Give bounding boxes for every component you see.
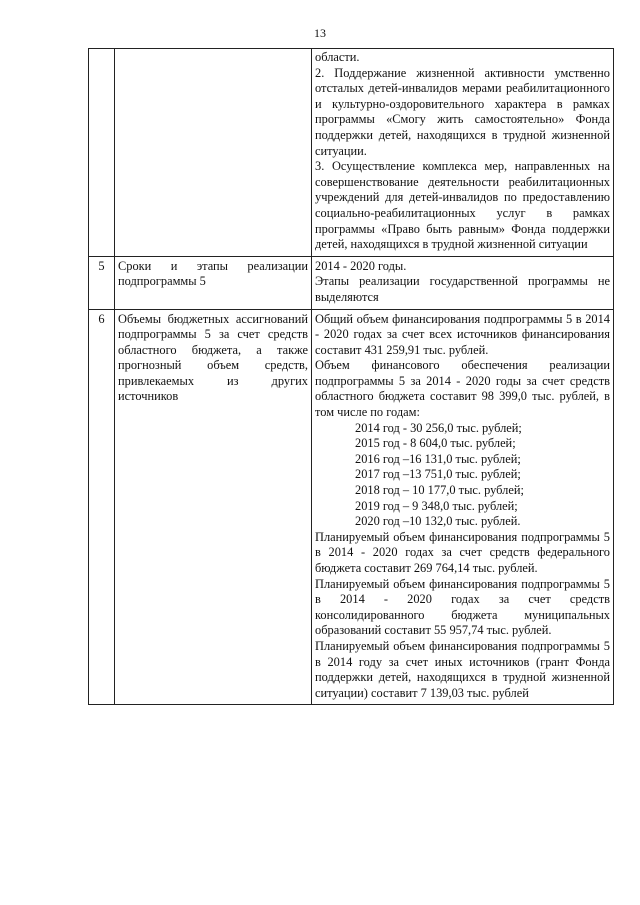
content-paragraph: Объем финансового обеспечения реализации подпрограммы 5 за 2014 - 2020 годы за счет средств областного бюджета составит 98 399,0 тыс. рублей, в том числе по годам: [315, 358, 610, 420]
content-paragraph: области. [315, 50, 360, 64]
year-line: 2020 год –10 132,0 тыс. рублей. [355, 514, 521, 529]
row-content [312, 49, 614, 257]
table-row [89, 256, 614, 309]
page-number: 13 [314, 26, 326, 40]
year-line: 2015 год - 8 604,0 тыс. рублей; [355, 436, 516, 451]
passport-table [88, 48, 614, 705]
content-paragraph: 2014 - 2020 годы. [315, 258, 407, 273]
row-number: 6 [89, 309, 115, 705]
content-paragraph: 2. Поддержание жизненной активности умственно отсталых детей-инвалидов мерами реабилитационного и культурно-оздоровительного характера в рамках программы «Смогу жить самостоятельно» Фонда поддержки детей, находящихся в трудной жизненной ситуации. [315, 65, 610, 158]
content-paragraph: Планируемый объем финансирования подпрограммы 5 в 2014 - 2020 годах за счет средств консолидированного бюджета муниципальных образований составит 55 957,74 тыс. рублей. [315, 576, 610, 638]
row-label: Объемы бюджетных ассигнований подпрограммы 5 за счет средств областного бюджета, а также прогнозный объем средств, привлекаемых из других источников [115, 309, 312, 705]
content-paragraph: Планируемый объем финансирования подпрограммы 5 в 2014 - 2020 годах за счет средств федерального бюджета составит 269 764,14 тыс. рублей. [315, 529, 610, 575]
year-line: 2018 год – 10 177,0 тыс. рублей; [355, 483, 524, 498]
row-content [312, 309, 614, 705]
table-row [89, 49, 614, 257]
year-line: 2017 год –13 751,0 тыс. рублей; [355, 467, 521, 482]
row-content [312, 256, 614, 309]
content-paragraph: Этапы реализации государственной программы не выделяются [315, 274, 610, 304]
year-line: 2016 год –16 131,0 тыс. рублей; [355, 451, 521, 466]
row-label: Сроки и этапы реализации подпрограммы 5 [115, 256, 312, 309]
year-line: 2019 год – 9 348,0 тыс. рублей; [355, 498, 518, 513]
year-line: 2014 год - 30 256,0 тыс. рублей; [355, 420, 522, 435]
content-paragraph: 3. Осуществление комплекса мер, направленных на совершенствование деятельности реабилитационных учреждений для детей-инвалидов по предоставлению социально-реабилитационных услуг в рамках программы «Право быть равным» Фонда поддержки детей, находящихся в трудной жизненной ситуации [315, 159, 610, 252]
row-number [89, 49, 115, 257]
content-paragraph: Планируемый объем финансирования подпрограммы 5 в 2014 году за счет иных источников (грант Фонда поддержки детей, находящихся в трудной жизненной ситуации) составит 7 139,03 тыс. рублей [315, 638, 610, 700]
row-number: 5 [89, 256, 115, 309]
content-paragraph: Общий объем финансирования подпрограммы 5 в 2014 - 2020 годах за счет всех источников финансирования составит 431 259,91 тыс. рублей. [315, 311, 610, 357]
table-row [89, 309, 614, 705]
row-label [115, 49, 312, 257]
